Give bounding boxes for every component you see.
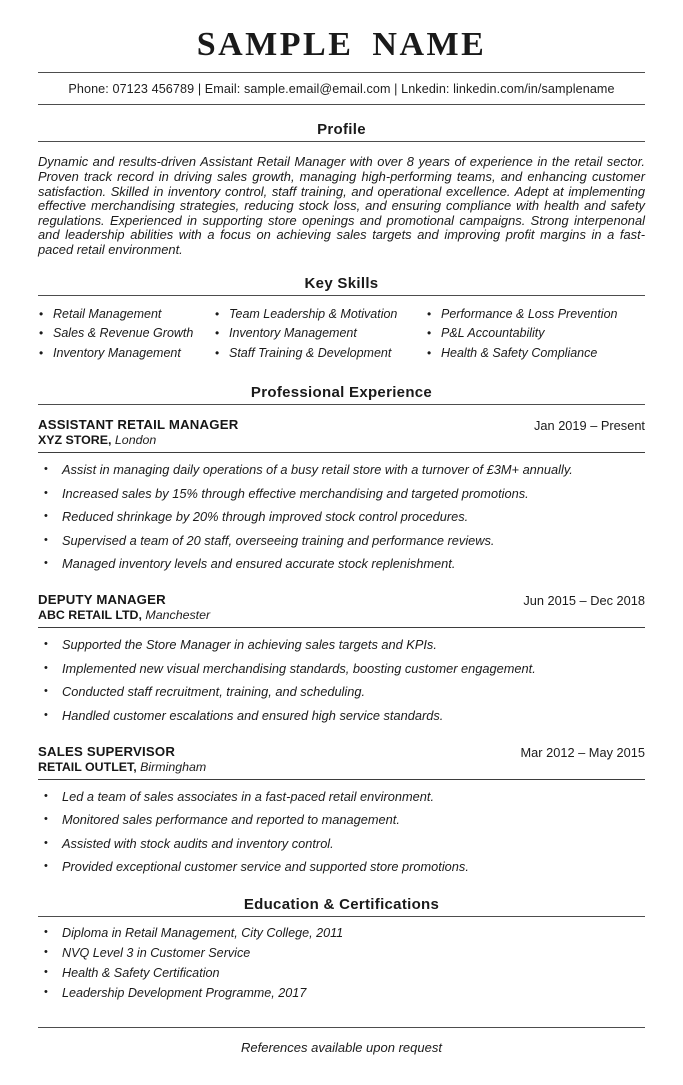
job-company: RETAIL OUTLET,: [38, 759, 137, 774]
section-title-key-skills: Key Skills: [38, 275, 645, 296]
education-item: • Diploma in Retail Management, City College, 2011: [38, 927, 645, 941]
profile-summary: Dynamic and results-driven Assistant Retail Manager with over 8 years of experience in the retail sector. Proven track record in driving sales growth, managing high-performing teams, and enhancing customer satisfaction. Skilled in inventory control, staff training, and operational excellence. Adept at implementing effective merchandising strategies, reducing stock loss, and ensuring compliance with health and safety regulations. Experienced in supporting store openings and promotional campaigns. Strong interpenonal and leadership abilities with a focus on achieving sales targets and improving profit margins in a fast-paced retail environment.: [38, 154, 645, 257]
section-education: [38, 896, 645, 1001]
job-role: ASSISTANT RETAIL MANAGER: [38, 417, 239, 433]
job-bullet: • Led a team of sales associates in a fast-paced retail environment.: [38, 790, 645, 804]
skills-column-1: [38, 308, 214, 367]
job-entry-2: [38, 592, 645, 723]
job-bullet: • Implemented new visual merchandising standards, boosting customer engagement.: [38, 662, 645, 676]
skill-item: • Performance & Loss Prevention: [426, 308, 645, 321]
job-bullet: • Assisted with stock audits and inventory control.: [38, 837, 645, 851]
job-bullets: [38, 790, 645, 875]
job-bullet: • Handled customer escalations and ensured high service standards.: [38, 709, 645, 723]
section-title-education: Education & Certifications: [38, 896, 645, 917]
divider: [38, 104, 645, 105]
job-bullet: • Provided exceptional customer service and supported store promotions.: [38, 860, 645, 874]
skill-item: • Inventory Management: [214, 327, 426, 340]
job-bullet: • Supported the Store Manager in achieving sales targets and KPIs.: [38, 638, 645, 652]
job-title-block: [38, 744, 206, 775]
job-location: London: [114, 433, 157, 448]
section-key-skills: [38, 275, 645, 367]
job-location: Manchester: [145, 608, 211, 623]
job-entry-3: [38, 744, 645, 875]
skill-item: • Team Leadership & Motivation: [214, 308, 426, 321]
section-title-experience: Professional Experience: [38, 384, 645, 405]
skill-item: • P&L Accountability: [426, 327, 645, 340]
job-company: ABC RETAIL LTD,: [38, 608, 142, 623]
skills-column-3: [426, 308, 645, 367]
job-subtitle: [38, 760, 206, 775]
job-bullets: [38, 463, 645, 571]
job-entry-1: [38, 417, 645, 571]
skills-grid: [38, 308, 645, 367]
header: [38, 26, 645, 105]
job-company: XYZ STORE,: [38, 433, 112, 448]
job-bullet: • Monitored sales performance and reported to management.: [38, 813, 645, 827]
job-dates: Jun 2015 – Dec 2018: [523, 593, 645, 609]
skill-item: • Inventory Management: [38, 347, 214, 360]
job-bullet: • Conducted staff recruitment, training, and scheduling.: [38, 685, 645, 699]
job-title-block: [38, 417, 238, 448]
job-subtitle: [38, 608, 210, 623]
section-experience: [38, 384, 645, 874]
education-item: • Health & Safety Certification: [38, 967, 645, 981]
candidate-name: SAMPLE NAME: [196, 26, 487, 63]
section-profile: [38, 121, 645, 257]
footer: [38, 1027, 645, 1055]
job-bullet: • Reduced shrinkage by 20% through improved stock control procedures.: [38, 510, 645, 524]
job-header: [38, 592, 645, 628]
references-note: References available upon request: [241, 1039, 442, 1055]
job-bullets: [38, 638, 645, 723]
job-role: DEPUTY MANAGER: [38, 592, 166, 608]
job-role: SALES SUPERVISOR: [38, 743, 176, 759]
skill-item: • Retail Management: [38, 308, 214, 321]
job-bullet: • Assist in managing daily operations of a busy retail store with a turnover of £3M+ annually.: [38, 463, 645, 477]
education-item: • Leadership Development Programme, 2017: [38, 987, 645, 1001]
contact-line: Phone: 07123 456789 | Email: sample.email@email.com | Lnkedin: linkedin.com/in/samplename: [68, 82, 615, 97]
job-subtitle: [38, 433, 238, 448]
education-item: • NVQ Level 3 in Customer Service: [38, 947, 645, 961]
divider: [38, 1027, 645, 1028]
education-list: [38, 927, 645, 1001]
job-title-block: [38, 592, 210, 623]
job-bullet: • Increased sales by 15% through effective merchandising and targeted promotions.: [38, 487, 645, 501]
skill-item: • Health & Safety Compliance: [426, 347, 645, 360]
job-location: Birmingham: [140, 759, 207, 774]
job-header: [38, 417, 645, 453]
skill-item: • Sales & Revenue Growth: [38, 327, 214, 340]
job-bullet: • Managed inventory levels and ensured accurate stock replenishment.: [38, 557, 645, 571]
skills-column-2: [214, 308, 426, 367]
section-title-profile: Profile: [38, 121, 645, 142]
job-header: [38, 744, 645, 780]
job-dates: Mar 2012 – May 2015: [520, 744, 645, 760]
job-bullet: • Supervised a team of 20 staff, overseeing training and performance reviews.: [38, 534, 645, 548]
skill-item: • Staff Training & Development: [214, 347, 426, 360]
job-dates: Jan 2019 – Present: [534, 418, 645, 434]
